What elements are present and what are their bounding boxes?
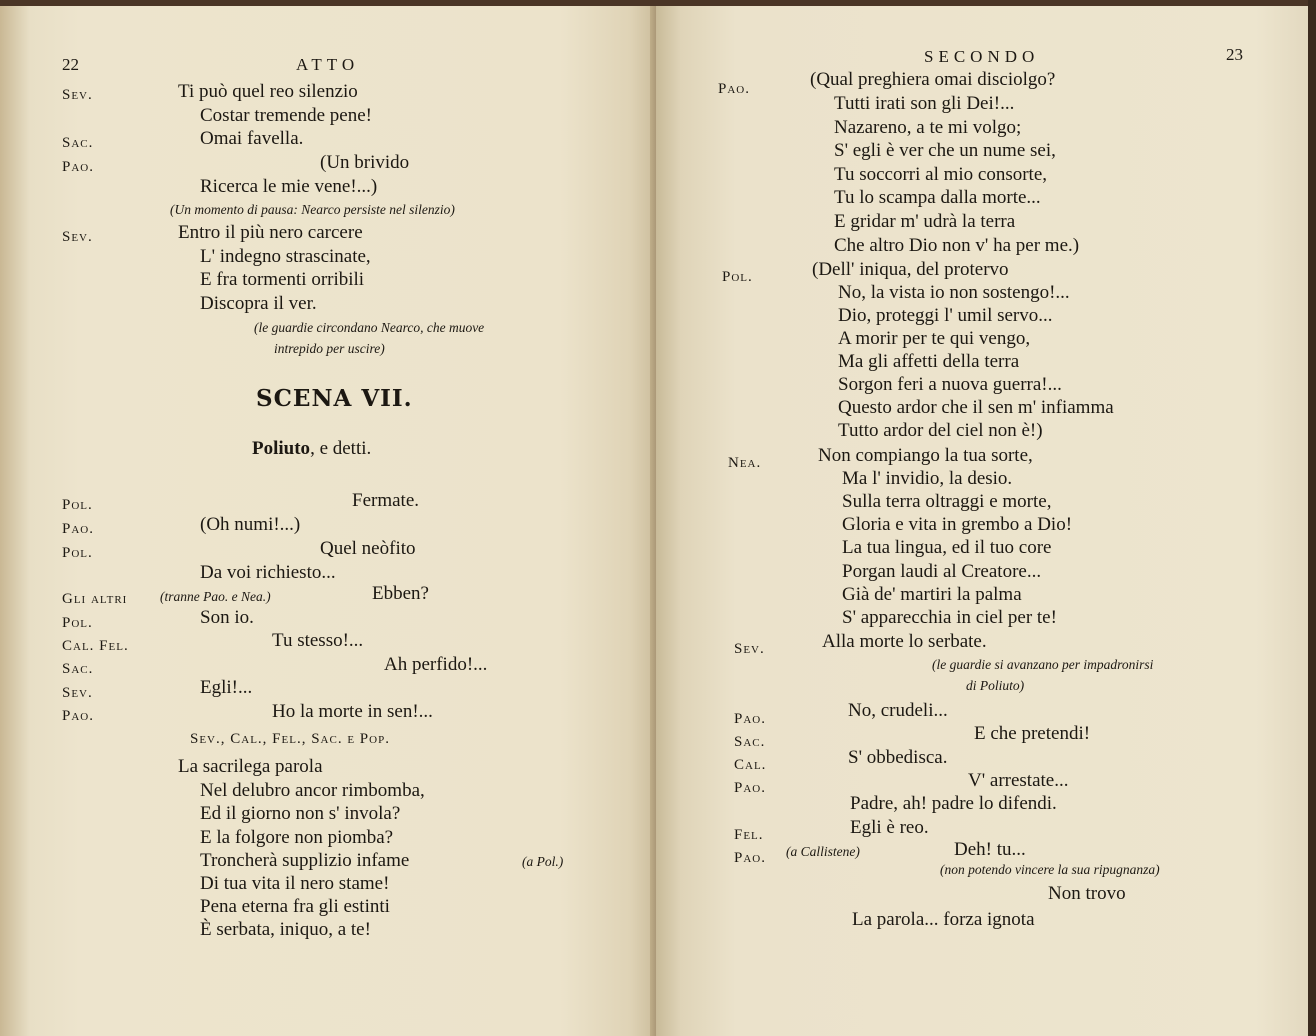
verse-line: Non compiango la tua sorte, <box>818 445 1033 466</box>
running-header-left: ATTO <box>296 55 360 74</box>
stage-direction: (a Callistene) <box>786 844 860 859</box>
chorus-speakers: Sev., Cal., Fel., Sac. e Pop. <box>190 731 390 747</box>
verse-line: La parola... forza ignota <box>852 909 1035 930</box>
stage-direction: (non potendo vincere la sua ripugnanza) <box>940 862 1160 877</box>
speaker: Gli altri <box>62 591 128 607</box>
verse-line: Egli!... <box>200 677 253 698</box>
verse-line: Nel delubro ancor rimbomba, <box>200 780 425 801</box>
speaker: Fel. <box>734 827 764 843</box>
verse-line: Discopra il ver. <box>200 293 317 314</box>
verse-line: Entro il più nero carcere <box>178 222 363 243</box>
verse-line: Ricerca le mie vene!...) <box>200 176 378 197</box>
verse-line: Tu soccorri al mio consorte, <box>834 164 1048 185</box>
verse-line: Dio, proteggi l' umil servo... <box>838 305 1053 326</box>
speaker: Pao. <box>734 850 766 866</box>
verse-line: Non trovo <box>1048 883 1126 904</box>
left-page <box>0 6 656 1036</box>
speaker: Sev. <box>734 641 765 657</box>
verse-line: Che altro Dio non v' ha per me.) <box>834 235 1080 256</box>
cast-rest: , e detti. <box>310 438 372 459</box>
speaker: Pol. <box>62 615 93 631</box>
verse-line: Porgan laudi al Creatore... <box>842 561 1042 582</box>
speaker: Pol. <box>62 497 93 513</box>
verse-line: Alla morte lo serbate. <box>822 631 987 652</box>
scene-heading: SCENA VII. <box>256 385 413 412</box>
verse-line: Ah perfido!... <box>384 654 488 675</box>
verse-line: Ti può quel reo silenzio <box>178 81 358 102</box>
verse-line: Pena eterna fra gli estinti <box>200 896 390 917</box>
speaker: Pao. <box>62 708 94 724</box>
verse-line: (Qual preghiera omai disciolgo? <box>810 69 1056 90</box>
speaker: Pol. <box>62 545 93 561</box>
verse-line: V' arrestate... <box>968 770 1069 791</box>
running-header-right: SECONDO <box>924 47 1040 66</box>
verse-line: Ho la morte in sen!... <box>272 701 433 722</box>
page-number-right: 23 <box>1226 45 1243 64</box>
verse-line: Troncherà supplizio infame <box>200 850 410 871</box>
speaker: Cal. <box>734 757 767 773</box>
verse-line: E che pretendi! <box>974 723 1091 744</box>
speaker: Pao. <box>718 81 750 97</box>
verse-line: Ed il giorno non s' invola? <box>200 803 401 824</box>
verse-line: E la folgore non piomba? <box>200 827 394 848</box>
verse-line: Questo ardor che il sen m' infiamma <box>838 397 1114 418</box>
stage-direction: (le guardie circondano Nearco, che muove <box>254 320 485 335</box>
speaker: Pao. <box>62 521 94 537</box>
right-page <box>656 6 1310 1036</box>
verse-line: Ma gli affetti della terra <box>838 351 1020 372</box>
speaker: Sac. <box>62 135 94 151</box>
verse-line: Sulla terra oltraggi e morte, <box>842 491 1052 512</box>
verse-line: Quel neòfito <box>320 538 416 559</box>
verse-line: S' obbedisca. <box>848 747 948 768</box>
verse-line: Costar tremende pene! <box>200 105 372 126</box>
speaker: Sev. <box>62 229 93 245</box>
stage-direction: (a Pol.) <box>522 854 564 869</box>
speaker: Pao. <box>62 159 94 175</box>
speaker: Sac. <box>62 661 94 677</box>
verse-line: Omai favella. <box>200 128 304 149</box>
stage-direction: (tranne Pao. e Nea.) <box>160 589 271 604</box>
verse-line: Tutti irati son gli Dei!... <box>834 93 1015 114</box>
verse-line: (Dell' iniqua, del protervo <box>812 259 1009 280</box>
verse-line: Già de' martiri la palma <box>842 584 1022 605</box>
speaker: Pao. <box>734 780 766 796</box>
verse-line: No, la vista io non sostengo!... <box>838 282 1070 303</box>
speaker: Cal. Fel. <box>62 638 129 654</box>
verse-line: No, crudeli... <box>848 700 948 721</box>
verse-line: Nazareno, a te mi volgo; <box>834 117 1022 138</box>
verse-line: Ebben? <box>372 583 429 604</box>
stage-direction: intrepido per uscire) <box>274 341 385 356</box>
verse-line: Fermate. <box>352 490 420 511</box>
verse-line: Sorgon feri a nuova guerra!... <box>838 374 1062 395</box>
verse-line: E gridar m' udrà la terra <box>834 211 1016 232</box>
stage-direction: di Poliuto) <box>966 678 1025 693</box>
verse-line: Di tua vita il nero stame! <box>200 873 390 894</box>
verse-line: L' indegno strascinate, <box>200 246 371 267</box>
verse-line: Tu stesso!... <box>272 630 364 651</box>
verse-line: Tu lo scampa dalla morte... <box>834 187 1041 208</box>
verse-line: (Un brivido <box>320 152 410 173</box>
verse-line: S' egli è ver che un nume sei, <box>834 140 1056 161</box>
verse-line: Padre, ah! padre lo difendi. <box>850 793 1057 814</box>
verse-line: Gloria e vita in grembo a Dio! <box>842 514 1073 535</box>
speaker: Pao. <box>734 711 766 727</box>
stage-direction: (le guardie si avanzano per impadronirsi <box>932 657 1154 672</box>
verse-line: Deh! tu... <box>954 839 1026 860</box>
verse-line: È serbata, iniquo, a te! <box>200 919 371 940</box>
verse-line: Son io. <box>200 607 254 628</box>
cast-name: Poliuto <box>252 438 311 459</box>
verse-line: (Oh numi!...) <box>200 514 301 535</box>
verse-line: Egli è reo. <box>850 817 929 838</box>
verse-line: A morir per te qui vengo, <box>838 328 1031 349</box>
speaker: Sev. <box>62 685 93 701</box>
verse-line: S' apparecchia in ciel per te! <box>842 607 1057 628</box>
book-right-edge <box>1308 0 1316 1036</box>
verse-line: La sacrilega parola <box>178 756 323 777</box>
speaker: Pol. <box>722 269 753 285</box>
speaker: Sac. <box>734 734 766 750</box>
verse-line: Tutto ardor del ciel non è!) <box>838 420 1043 441</box>
verse-line: Ma l' invidio, la desio. <box>842 468 1013 489</box>
cast-line <box>252 438 371 460</box>
speaker: Sev. <box>62 87 93 103</box>
verse-line: La tua lingua, ed il tuo core <box>842 537 1052 558</box>
page-number-left: 22 <box>62 55 79 74</box>
verse-line: Da voi richiesto... <box>200 562 336 583</box>
speaker: Nea. <box>728 455 762 471</box>
stage-direction: (Un momento di pausa: Nearco persiste nel silenzio) <box>170 202 455 217</box>
verse-line: E fra tormenti orribili <box>200 269 365 290</box>
